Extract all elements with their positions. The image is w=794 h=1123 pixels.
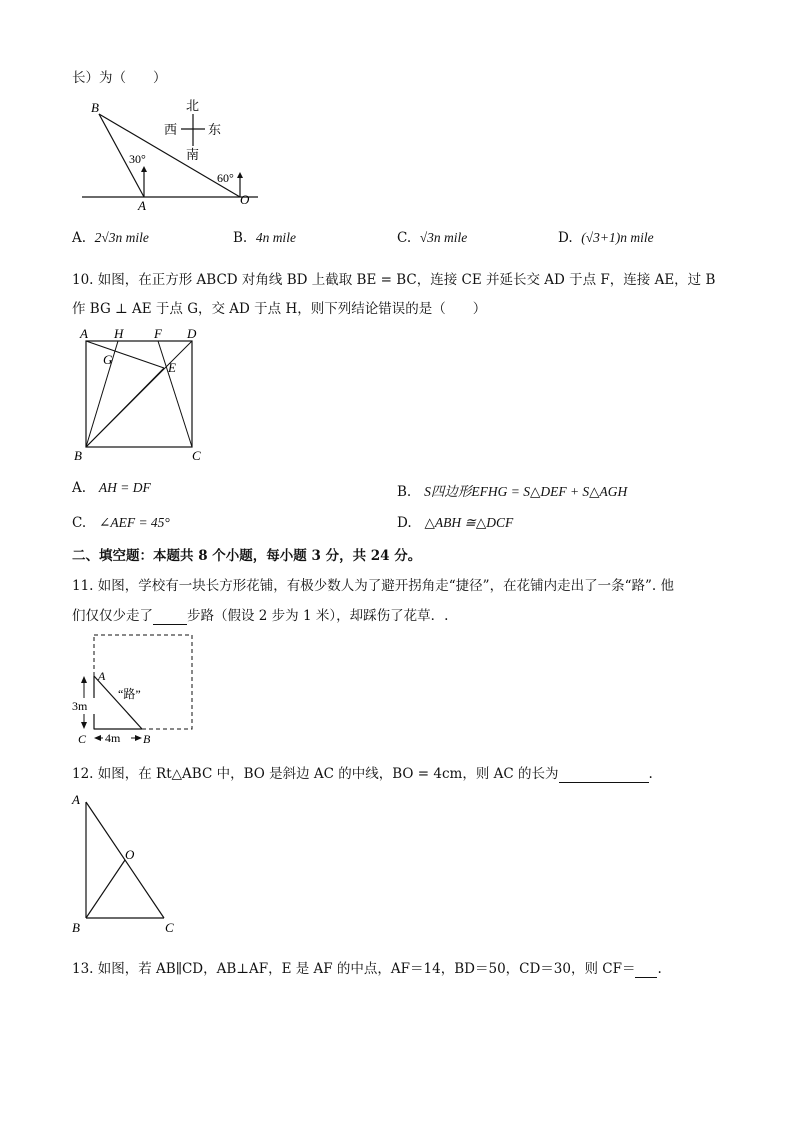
q13-answer-blank[interactable] [635, 961, 657, 978]
q10-label-f: F [154, 326, 162, 341]
q10-option-a: A. AH = DF [72, 480, 151, 496]
q9-west-label: 西 [164, 122, 178, 137]
q10-line-1: 10. 如图，在正方形 ABCD 对角线 BD 上截取 BE = BC，连接 CE 并延长交 AD 于点 F，连接 AE，过 B [72, 272, 716, 288]
q9-option-a: A. 2√3n mile [72, 230, 149, 246]
q9-label-b: B [91, 100, 99, 115]
q12-label-a: A [72, 792, 80, 807]
q11-label-c: C [78, 732, 87, 746]
q11-answer-blank[interactable] [153, 608, 187, 625]
q9-angle-a: 30° [129, 152, 146, 166]
q10-label-h: H [114, 326, 124, 341]
section-2-heading: 二、填空题：本题共 8 个小题，每小题 3 分，共 24 分。 [72, 548, 422, 564]
q10-label-e: E [168, 360, 176, 375]
q12-answer-blank[interactable] [559, 766, 649, 783]
q10-option-c: C. ∠AEF = 45° [72, 515, 170, 531]
q12-label-o: O [125, 847, 135, 862]
q9-option-c: C. √3n mile [397, 230, 468, 246]
q9-label-o: O [240, 192, 250, 207]
q11-road-label: “路” [118, 687, 141, 701]
q9-east-label: 东 [208, 122, 222, 137]
q10-option-b: B. S四边形EFHG = S△DEF + S△AGH [397, 484, 628, 500]
q12-text: 12. 如图，在 Rt△ABC 中，BO 是斜边 AC 的中线，BO = 4cm，则 AC 的长为 . [72, 766, 653, 782]
q12-figure [68, 788, 186, 940]
q9-label-a: A [138, 198, 146, 213]
q11-figure [70, 630, 200, 748]
q11-label-b: B [143, 732, 151, 746]
q9-north-label: 北 [186, 98, 200, 113]
q9-option-d: D. (√3+1)n mile [558, 230, 654, 246]
q10-label-b: B [74, 448, 82, 463]
q11-side-horizontal: 4m [105, 731, 121, 745]
q13-text: 13. 如图，若 AB∥CD，AB⊥AF，E 是 AF 的中点，AF＝14，BD＝50，CD＝30，则 CF＝ . [72, 961, 662, 977]
q10-label-d: D [187, 326, 197, 341]
q10-figure [72, 322, 212, 464]
q10-label-g: G [103, 352, 113, 367]
q10-label-c: C [192, 448, 201, 463]
q9-angle-o: 60° [217, 171, 234, 185]
q11-side-vertical: 3m [72, 699, 88, 713]
q9-option-b: B. 4n mile [233, 230, 296, 246]
q10-line-2: 作 BG ⊥ AE 于点 G，交 AD 于点 H，则下列结论错误的是（ ） [72, 301, 487, 317]
q11-line-1: 11. 如图，学校有一块长方形花铺，有极少数人为了避开拐角走“捷径”，在花铺内走出了一条“路”. 他 [72, 578, 674, 594]
q10-option-d: D. △ABH ≅△DCF [397, 515, 514, 531]
q11-line-2: 们仅仅少走了 步路（假设 2 步为 1 米），却踩伤了花草．. [72, 608, 449, 624]
q9-tail-text: 长）为（ ） [72, 70, 167, 86]
q11-label-a: A [98, 669, 106, 683]
q9-south-label: 南 [186, 147, 200, 162]
q9-figure [78, 96, 263, 214]
q12-label-b: B [72, 920, 80, 935]
q10-label-a: A [80, 326, 88, 341]
q12-label-c: C [165, 920, 174, 935]
